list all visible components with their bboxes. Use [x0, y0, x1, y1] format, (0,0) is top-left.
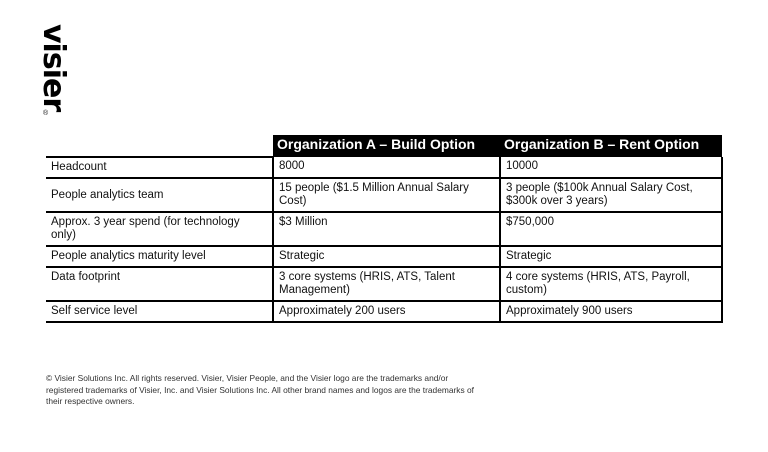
org-b-value: $750,000 [500, 212, 722, 246]
table-row [46, 212, 722, 246]
registered-mark: ® [43, 110, 49, 117]
table-row [46, 178, 722, 212]
table-row [46, 246, 722, 267]
org-b-value: Strategic [500, 246, 722, 267]
table-row [46, 301, 722, 322]
row-label: Self service level [46, 301, 273, 322]
org-a-value: Approximately 200 users [273, 301, 500, 322]
copyright-footer: © Visier Solutions Inc. All rights reserved. Visier, Visier People, and the Visier logo are the trademarks and/or registered trademarks of Visier, Inc. and Visier Solutions Inc. All other brand names and logos are the trademarks of their respective owners. [46, 373, 474, 406]
org-b-value: 3 people ($100k Annual Salary Cost, $300k over 3 years) [500, 178, 722, 212]
row-label: Approx. 3 year spend (for technology only) [46, 212, 273, 246]
org-b-value: Approximately 900 users [500, 301, 722, 322]
org-a-value: 8000 [273, 157, 500, 178]
comparison-table [46, 135, 723, 323]
table-header-row [46, 135, 722, 157]
org-a-value: 3 core systems (HRIS, ATS, Talent Management) [273, 267, 500, 301]
org-a-value: $3 Million [273, 212, 500, 246]
org-b-value: 4 core systems (HRIS, ATS, Payroll, custom) [500, 267, 722, 301]
header-org-a: Organization A – Build Option [273, 135, 500, 157]
row-label: People analytics maturity level [46, 246, 273, 267]
logo-wordmark: visier [36, 24, 71, 112]
table-row [46, 157, 722, 178]
org-a-value: 15 people ($1.5 Million Annual Salary Cost) [273, 178, 500, 212]
org-a-value: Strategic [273, 246, 500, 267]
org-b-value: 10000 [500, 157, 722, 178]
row-label: Data footprint [46, 267, 273, 301]
header-empty [46, 135, 273, 157]
row-label: People analytics team [46, 178, 273, 212]
row-label: Headcount [46, 157, 273, 178]
table-row [46, 267, 722, 301]
header-org-b: Organization B – Rent Option [500, 135, 722, 157]
visier-logo [36, 25, 76, 120]
